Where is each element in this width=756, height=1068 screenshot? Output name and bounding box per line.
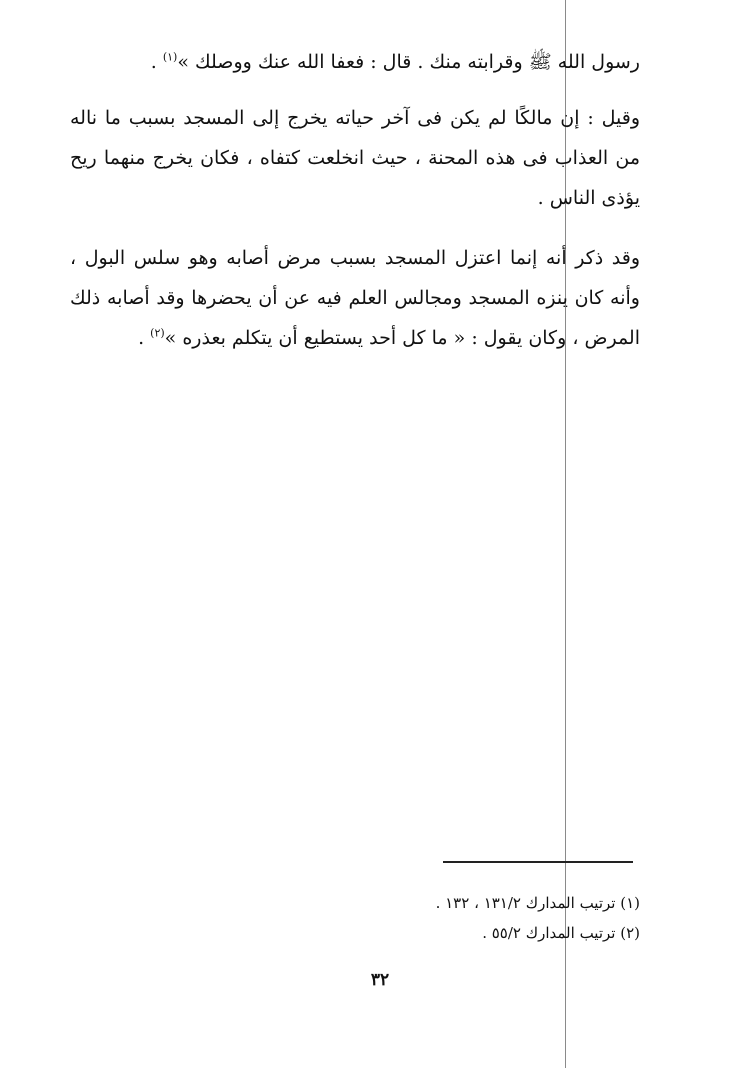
paragraph-1-line-1: رسول الله ﷺ وقرابته منك . قال : فعفا الله عنك ووصلك »$^{(١)}$ .: [150, 50, 640, 73]
paragraph-3: [70, 238, 640, 358]
page-number: ٣٢: [370, 970, 390, 990]
paragraph-3-line-1: وقد ذكر أنه إنما اعتزل المسجد بسبب مرض أصابه وهو سلس البول ،: [70, 247, 640, 269]
paragraph-1: [70, 42, 640, 82]
footnotes: [200, 888, 640, 948]
paragraph-2-line-2: من العذاب فى هذه المحنة ، حيث انخلعت كتفاه ، فكان يخرج منهما ريح: [70, 147, 640, 169]
footnote-ref-2: (٢): [150, 326, 165, 340]
paragraph-2: [70, 98, 640, 218]
paragraph-2-line-1: وقيل : إن مالكًا لم يكن فى آخر حياته يخرج إلى المسجد بسبب ما ناله: [70, 107, 640, 129]
footnote-ref-1: (١): [162, 50, 178, 64]
paragraph-2-line-3: يؤذى الناس .: [537, 187, 640, 209]
footnote-1: (١) ترتيب المدارك ١٣١/٢ ، ١٣٢ .: [435, 894, 640, 912]
footnote-2: (٢) ترتيب المدارك ٥٥/٢ .: [482, 924, 640, 942]
paragraph-3-line-2: وأنه كان ينزه المسجد ومجالس العلم فيه عن أن يحضرها وقد أصابه ذلك: [70, 287, 640, 309]
footnote-separator: [443, 861, 633, 863]
paragraph-3-line-3: المرض ، وكان يقول : « ما كل أحد يستطيع أن يتكلم بعذره »$^{(٢)}$ .: [138, 326, 640, 349]
